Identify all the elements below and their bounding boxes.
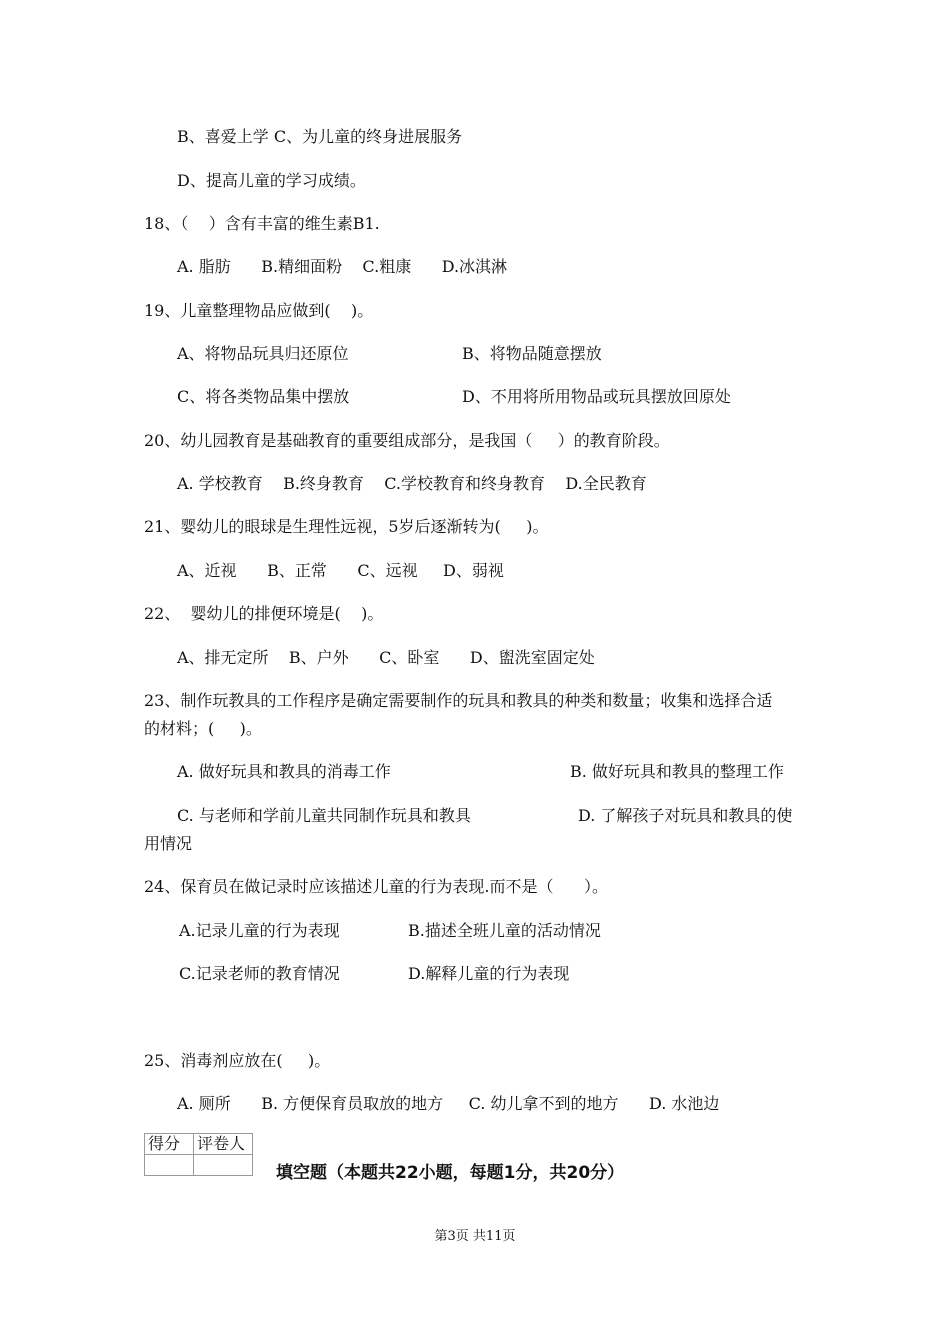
- score-table: [144, 1133, 253, 1176]
- question-24-option-a: A.记录儿童的行为表现: [179, 921, 340, 940]
- question-25: 25、消毒剂应放在( )。: [144, 1051, 331, 1070]
- question-22: 22、 婴幼儿的排便环境是( )。: [144, 604, 384, 623]
- page-footer: 第3页 共11页: [434, 1229, 516, 1244]
- question-18-options: A. 脂肪 B.精细面粉 C.粗康 D.冰淇淋: [177, 257, 508, 276]
- question-24-option-b: B.描述全班儿童的活动情况: [408, 921, 601, 940]
- question-23-option-a: A. 做好玩具和教具的消毒工作: [177, 762, 391, 781]
- question-19-option-a: A、将物品玩具归还原位: [177, 344, 349, 363]
- question-19: 19、儿童整理物品应做到( )。: [144, 301, 374, 320]
- score-cell: [145, 1155, 194, 1176]
- question-23-option-d: D. 了解孩子对玩具和教具的使: [578, 806, 793, 825]
- question-21-options: A、近视 B、正常 C、远视 D、弱视: [177, 561, 504, 580]
- question-19-option-d: D、不用将所用物品或玩具摆放回原处: [462, 387, 731, 406]
- question-18: 18、（ ）含有丰富的维生素B1.: [144, 214, 380, 233]
- question-23-option-d-continued: 用情况: [144, 834, 193, 853]
- grader-cell: [194, 1155, 253, 1176]
- question-20: 20、幼儿园教育是基础教育的重要组成部分，是我国（ ）的教育阶段。: [144, 431, 670, 450]
- question-19-option-b: B、将物品随意摆放: [462, 344, 602, 363]
- score-header: 得分: [145, 1134, 194, 1155]
- question-23: 23、制作玩教具的工作程序是确定需要制作的玩具和教具的种类和数量；收集和选择合适: [144, 691, 773, 710]
- line-q17-options-bc: B、喜爱上学 C、为儿童的终身进展服务: [177, 127, 463, 146]
- question-23-option-c: C. 与老师和学前儿童共同制作玩具和教具: [177, 806, 471, 825]
- grader-header: 评卷人: [194, 1134, 253, 1155]
- question-20-options: A. 学校教育 B.终身教育 C.学校教育和终身教育 D.全民教育: [177, 474, 647, 493]
- question-23-option-b: B. 做好玩具和教具的整理工作: [570, 762, 784, 781]
- question-21: 21、婴幼儿的眼球是生理性远视，5岁后逐渐转为( )。: [144, 517, 549, 536]
- question-24-option-c: C.记录老师的教育情况: [179, 964, 340, 983]
- line-q17-option-d: D、提高儿童的学习成绩。: [177, 171, 366, 190]
- section-title: 填空题（本题共22小题，每题1分，共20分）: [276, 1163, 625, 1183]
- question-24-option-d: D.解释儿童的行为表现: [408, 964, 570, 983]
- question-19-option-c: C、将各类物品集中摆放: [177, 387, 350, 406]
- question-22-options: A、排无定所 B、户外 C、卧室 D、盥洗室固定处: [177, 648, 595, 667]
- question-25-options: A. 厕所 B. 方便保育员取放的地方 C. 幼儿拿不到的地方 D. 水池边: [177, 1094, 720, 1113]
- question-23-continued: 的材料；( )。: [144, 719, 262, 738]
- question-24: 24、保育员在做记录时应该描述儿童的行为表现.而不是（ ）。: [144, 877, 608, 896]
